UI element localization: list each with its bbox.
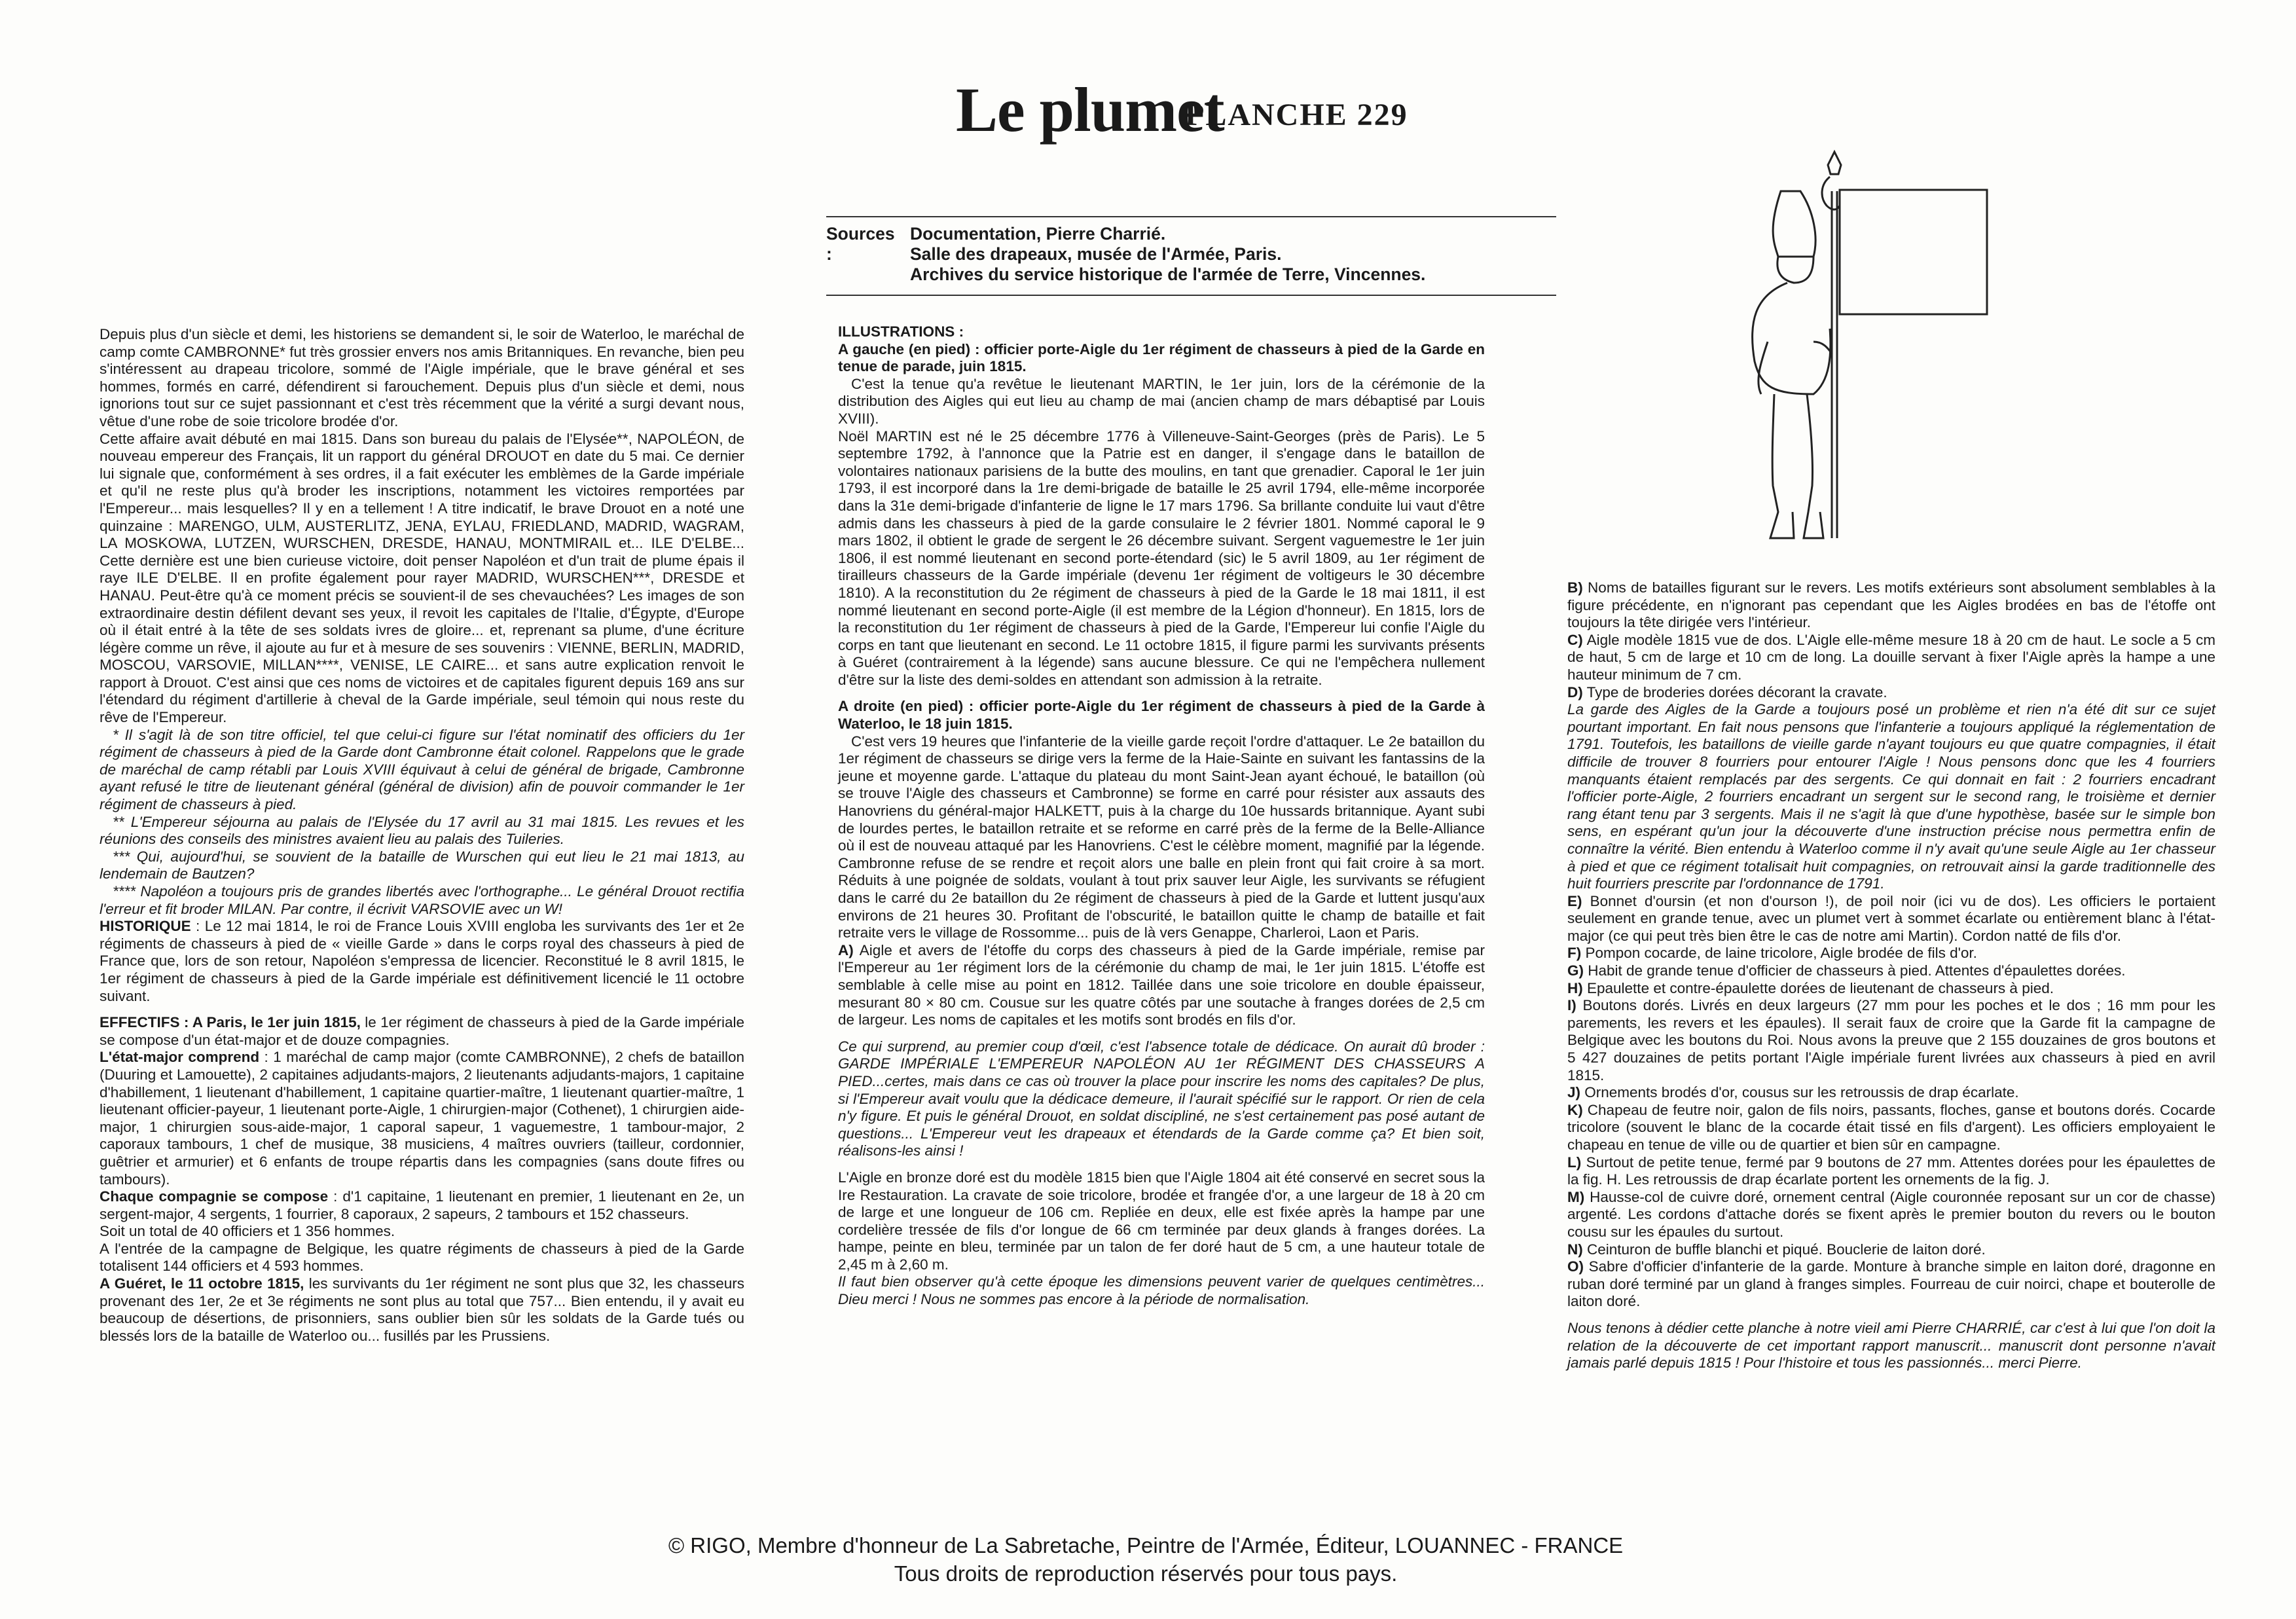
item-f-label: F)	[1567, 945, 1582, 962]
item-e-label: E)	[1567, 892, 1582, 909]
gauche-paragraph-2: Noël MARTIN est né le 25 décembre 1776 à Villeneuve-Saint-Georges (près de Paris). Le 5 septembre 1792, à l'annonce que la Patrie est en danger, il s'engage dans le bataillon de volontaires nationaux parisiens de la butte des moulins, en tant que grenadier. Caporal le 1er juin 1793, il est incorporé dans la 1re demi-brigade de bataille le 25 avril 1794, elle-même incorporée dans la 31e demi-brigade d'infanterie de ligne le 17 mars 1796. Sa brillante conduite lui vaut d'être admis dans les chasseurs à pied de la garde consulaire le 2 février 1801. Nommé caporal le 9 mars 1802, il obtient le grade de sergent le 26 décembre suivant. Sergent vaguemestre le 1er juin 1806, il est nommé lieutenant en second porte-étendard (sic) le 5 avril 1809, au 1er régiment de tirailleurs chasseurs de la Garde impériale (devenu 1er régiment de voltigeurs le 30 décembre 1810). A la reconstitution du 2e régiment de chasseurs à pied de la Garde le 18 mai 1811, il est nommé lieutenant en second porte-Aigle (il est membre de la Légion d'honneur). En 1815, lors de la reconstitution du 1er régiment de chasseurs à pied de la Garde, l'Empereur lui confie l'Aigle du corps en tant que lieutenant en second. Le 11 octobre 1815, il figure parmi les survivants présents à Guéret (contrairement à la légende) sans aucune blessure. Ce qui ne l'empêchera nullement d'être sur la liste des demi-soldes en attendant son admission à la retraite.	[838, 427, 1485, 688]
rights-line: Tous droits de reproduction réservés pour tous pays.	[894, 1561, 1398, 1586]
etatmajor-label: L'état-major comprend	[100, 1049, 260, 1066]
item-f	[1567, 945, 2215, 962]
footnote-1: * Il s'agit là de son titre officiel, tel que celui-ci figure sur l'état nominatif des officiers du 1er régiment de chasseurs à pied de la Garde dont Cambronne était colonel. Rappelons que le grade de maréchal de camp rétabli par Louis XVIII équivaut à celui de général de brigade, Cambronne ayant refusé le titre de lieutenant général (général de division) afin de pouvoir commander le 1er régiment de chasseurs à pied.	[100, 726, 744, 813]
item-h	[1567, 980, 2215, 998]
footnote-3: *** Qui, aujourd'hui, se souvient de la bataille de Wurschen qui eut lieu le 21 mai 1813, au lendemain de Bautzen?	[100, 848, 744, 882]
item-b-label: B)	[1567, 579, 1583, 596]
page-title: Le plumet	[956, 75, 1224, 145]
surprend-paragraph: Ce qui surprend, au premier coup d'œil, c'est l'absence totale de dédicace. On aurait dû broder : GARDE IMPÉRIALE L'EMPEREUR NAPOLÉON AU 1er RÉGIMENT DES CHASSEURS A PIED...certes, mais dans ce cas où trouver la place pour inscrire les noms des capitales? De plus, si l'Empereur avait voulu que la dédicace demeure, il l'aurait spécifié sur le rapport. Or rien de cela n'y figure. Et puis le général Drouot, en soldat discipliné, ne s'est certainement pas posé autant de questions... L'Empereur veut les drapeaux et étendards de la Garde comme ça? Et bien soit, réalisons-les ainsi !	[838, 1038, 1485, 1159]
sources-line-2: Salle des drapeaux, musée de l'Armée, Paris.	[910, 244, 1282, 264]
item-k-text: Chapeau de feutre noir, galon de fils noirs, passants, floches, ganse et boutons dorés. Cocarde tricolore (souvent le blanc de la cocarde était tissé en fils d'argent). Les officiers employaient le chapeau en tenue de ville ou de quartier et bien sûr en campagne.	[1567, 1101, 2215, 1153]
historique-label: HISTORIQUE	[100, 918, 191, 935]
dedicace-paragraph: Nous tenons à dédier cette planche à notre vieil ami Pierre CHARRIÉ, car c'est à lui que l'on doit la relation de la découverte de cet important rapport manuscrit... manuscrit dont personne n'avait jamais parlé depuis 1815 ! Pour l'histoire et tous les passionnés... merci Pierre.	[1567, 1319, 2215, 1372]
item-a-label: A)	[838, 941, 854, 958]
item-j-text: Ornements brodés d'or, cousus sur les retroussis de drap écarlate.	[1580, 1084, 2019, 1101]
item-c	[1567, 632, 2215, 684]
item-g	[1567, 962, 2215, 980]
item-o-text: Sabre d'officier d'infanterie de la garde. Monture à branche simple en laiton doré, dragonne en ruban doré terminé par un gland à franges simples. Fourreau de cuir noirci, chape et bouterolle de laiton doré.	[1567, 1258, 2215, 1310]
total-paragraph: Soit un total de 40 officiers et 1 356 hommes.	[100, 1223, 395, 1240]
item-j	[1567, 1084, 2215, 1102]
item-a	[838, 942, 1485, 1029]
historique-text: : Le 12 mai 1814, le roi de France Louis XVIII engloba les survivants des 1er et 2e régiments de chasseurs à pied de « vieille Garde » dans le corps royal des chasseurs à pied de France que, lors de son retour, Napoléon s'empressa de licencier. Reconstitué le 8 avril 1815, le 1er régiment de chasseurs à pied de la Garde impériale est définitivement licencié le 11 octobre suivant.	[100, 918, 744, 1004]
item-n-text: Ceinturon de buffle blanchi et piqué. Bouclerie de laiton doré.	[1582, 1241, 1986, 1258]
sources-line-1: Documentation, Pierre Charrié.	[910, 224, 1166, 244]
item-j-label: J)	[1567, 1084, 1581, 1101]
item-k	[1567, 1102, 2215, 1154]
item-h-label: H)	[1567, 979, 1583, 996]
item-m	[1567, 1189, 2215, 1241]
garde-paragraph: La garde des Aigles de la Garde a toujours posé un problème et rien n'a été dit sur ce sujet pourtant important. En fait nous pensons que l'infanterie a toujours appliqué la réglementation de 1791. Toutefois, les bataillons de vieille garde n'ayant toujours eu que quatre compagnies, il était difficile de trouver 8 fourriers pour entourer l'Aigle ! Nous pensons donc que les 4 fourriers manquants étaient remplacés par des sergents. Ce qui donnait en fait : 2 fourriers encadrant l'officier porte-Aigle, 2 fourriers encadrant un sergent sur le second rang, le troisième et dernier rang étant tenu par 3 sergents. Mais il ne s'agit là que d'une hypothèse, basée sur le simple bon sens, en espérant qu'un jour la découverte d'une instruction précise nous permettra enfin de connaître la vérité. Bien entendu à Waterloo comme il n'y avait qu'une seule Aigle au 1er chasseur à pied et que ce régiment totalisait huit compagnies, on retrouvait ainsi la garde traditionnelle des huit fourriers prescrite par l'ordonnance de 1791.	[1567, 701, 2215, 892]
compagnie-text: : d'1 capitaine, 1 lieutenant en premier, 1 lieutenant en 2e, un sergent-major, 4 sergents, 1 fourrier, 8 caporaux, 2 sapeurs, 2 tambours et 152 chasseurs.	[100, 1188, 744, 1222]
historique-paragraph	[100, 918, 744, 1005]
item-d-text: Type de broderies dorées décorant la cravate.	[1582, 683, 1887, 700]
planche-number: PLANCHE 229	[1185, 98, 1408, 132]
gauche-heading: A gauche (en pied) : officier porte-Aigle du 1er régiment de chasseurs à pied de la Garde en tenue de parade, juin 1815.	[838, 340, 1485, 375]
effectifs-paragraph	[100, 1014, 744, 1049]
item-e-text: Bonnet d'oursin (et non d'ourson !), de poil noir (ici vu de dos). Les officiers le portaient seulement en grande tenue, avec un plumet vert à sommet écarlate ou entièrement blanc à l'état-major (ce qui peut très bien être le cas de notre ami Martin). Cordon natté de fils d'or.	[1567, 892, 2215, 944]
droite-heading: A droite (en pied) : officier porte-Aigle du 1er régiment de chasseurs à pied de la Garde à Waterloo, le 18 juin 1815.	[838, 698, 1485, 733]
item-i	[1567, 997, 2215, 1084]
item-h-text: Epaulette et contre-épaulette dorées de lieutenant de chasseurs à pied.	[1582, 979, 2054, 996]
aigle-paragraph: L'Aigle en bronze doré est du modèle 1815 bien que l'Aigle 1804 ait été conservé en secret sous la Ire Restauration. La cravate de soie tricolore, brodée et frangée d'or, a une largeur de 18 à 20 cm de large et une longueur de 106 cm. Repliée en deux, elle est fixée après la hampe par une cordelière tressée de fils d'or longue de 66 cm terminée par deux glands à franges dorées. La hampe, peinte en bleu, terminée par un talon de fer doré haut de 5 cm, a une hauteur totale de 2,45 m à 2,60 m.	[838, 1169, 1485, 1273]
column-right	[1567, 579, 2215, 1372]
effectifs-text: le 1er régiment de chasseurs à pied de la Garde impériale se compose d'un état-major et de douze compagnies.	[100, 1014, 744, 1048]
intro-paragraph: Depuis plus d'un siècle et demi, les historiens se demandent si, le soir de Waterloo, le maréchal de camp comte CAMBRONNE* fut très grossier envers nos amis Britanniques. En revanche, bien peu s'intéressent au drapeau tricolore, sommé de l'Aigle impériale, que le brave général et ses hommes, formés en carré, défendirent si farouchement. Depuis plus d'un siècle et demi, nous ignorions tout sur ce sujet passionnant et c'est très récemment que la vérité a surgi devant nous, vêtue d'une robe de soie tricolore brodée d'or.	[100, 326, 744, 429]
affaire-paragraph: Cette affaire avait débuté en mai 1815. Dans son bureau du palais de l'Elysée**, NAPOLÉON, de nouveau empereur des Français, lit un rapport du général DROUOT en date du 5 mai. Ce dernier lui signale que, conformément à ses ordres, il a fait exécuter les emblèmes de la Garde impériale et qu'il ne reste plus qu'à broder les inscriptions, notamment les victoires remportées par l'Empereur... mais lesquelles? Il y en a tellement ! A titre indicatif, le brave Drouot en a noté une quinzaine : MARENGO, ULM, AUSTERLITZ, JENA, EYLAU, FRIEDLAND, MADRID, WAGRAM, LA MOSKOWA, LUTZEN, WURSCHEN, DRESDE, HANAU, MONTMIRAIL et... ILE D'ELBE... Cette dernière est une bien curieuse victoire, doit penser Napoléon et d'un trait de plume épais il raye ILE D'ELBE. Il en profite également pour rayer MADRID, WURSCHEN***, DRESDE et HANAU. Peut-être qu'à ce moment précis se souvient-il de ses chevauchées? Les images de son extraordinaire destin défilent devant ses yeux, il revoit les capitales de l'Italie, d'Égypte, d'Europe où il était entré à la tête de ses soldats ivres de gloire... et, reprenant sa plume, d'une écriture légère comme un rêve, il ajoute au fur et à mesure de ses souvenirs : VIENNE, BERLIN, MADRID, MOSCOU, VARSOVIE, MILLAN****, VENISE, LE CAIRE... et sans autre explication renvoit le rapport à Drouot. C'est ainsi que ces noms de victoires et de capitales figurent depuis 169 ans sur l'étendard du régiment d'artillerie à cheval de la Garde impériale, seul témoin qui nous reste du rêve de l'Empereur.	[100, 430, 744, 726]
item-n-label: N)	[1567, 1241, 1583, 1258]
sources-line-3: Archives du service historique de l'armée de Terre, Vincennes.	[910, 264, 1426, 284]
gueret-label: A Guéret, le 11 octobre 1815,	[100, 1275, 304, 1292]
item-k-label: K)	[1567, 1101, 1583, 1118]
item-m-label: M)	[1567, 1188, 1585, 1205]
sources-top-rule	[826, 216, 1556, 217]
column-middle	[838, 323, 1485, 1309]
item-i-text: Boutons dorés. Livrés en deux largeurs (27 mm pour les poches et le dos ; 16 mm pour les parements, les revers et les épaules). Il serait faux de croire que la Garde fit la campagne de Belgique avec les boutons du Roi. Nous avons la preuve que 2 155 douzaines de gros boutons et 5 427 douzaines de petits portant l'Aigle impériale furent livrées aux chasseurs à pied en avril 1815.	[1567, 997, 2215, 1083]
item-o-label: O)	[1567, 1258, 1584, 1275]
item-n	[1567, 1241, 2215, 1259]
compagnie-label: Chaque compagnie se compose	[100, 1188, 329, 1205]
sources-bottom-rule	[826, 295, 1556, 296]
item-c-label: C)	[1567, 631, 1583, 648]
flag-bearer-sketch	[1715, 145, 1990, 564]
sources-label: Sources :	[826, 224, 895, 264]
item-l	[1567, 1154, 2215, 1189]
belgique-paragraph: A l'entrée de la campagne de Belgique, les quatre régiments de chasseurs à pied de la Garde totalisent 144 officiers et 4 593 hommes.	[100, 1240, 744, 1275]
copyright-line: © RIGO, Membre d'honneur de La Sabretache, Peintre de l'Armée, Éditeur, LOUANNEC - FRANCE	[668, 1533, 1624, 1557]
faut-paragraph: Il faut bien observer qu'à cette époque les dimensions peuvent varier de quelques centimètres... Dieu merci ! Nous ne sommes pas encore à la période de normalisation.	[838, 1273, 1485, 1308]
item-d-label: D)	[1567, 683, 1583, 700]
gauche-paragraph-1: C'est la tenue qu'a revêtue le lieutenant MARTIN, le 1er juin, lors de la cérémonie de la distribution des Aigles qui eut lieu au champ de mai (ancien champ de mars débaptisé par Louis XVIII).	[838, 375, 1485, 427]
item-g-text: Habit de grande tenue d'officier de chasseurs à pied. Attentes d'épaulettes dorées.	[1584, 962, 2126, 979]
item-m-text: Hausse-col de cuivre doré, ornement central (Aigle couronnée reposant sur un cor de chasse) argenté. Les cordons d'attache dorés se fixent après le premier bouton du revers ou le bouton cousu sur les épaules du surtout.	[1567, 1188, 2215, 1240]
compagnie-paragraph	[100, 1188, 744, 1223]
item-i-label: I)	[1567, 997, 1576, 1014]
droite-paragraph: C'est vers 19 heures que l'infanterie de la vieille garde reçoit l'ordre d'attaquer. Le 2e bataillon du 1er régiment de chasseurs se dirige vers la ferme de la Haie-Sainte en suivant les fantassins de la jeune et moyenne garde. L'attaque du plateau du mont Saint-Jean ayant échoué, le bataillon (où se trouve l'Aigle des chasseurs et Cambronne) se forme en carré pour résister aux assauts des Hanovriens du général-major HALKETT, puis à la charge du 10e hussards britannique. Ayant subi de lourdes pertes, le bataillon retraite et se reforme en carré près de la ferme de la Belle-Alliance où il est de nouveau attaqué par les Hanovriens. C'est le célèbre moment, magnifié par la légende. Cambronne refuse de se rendre et reçoit alors une balle en plein front qui fait croire à sa mort. Réduits à une poignée de soldats, voulant à tout prix sauver leur Aigle, les survivants se réfugient dans le carré du 2e bataillon du 2e régiment de chasseurs à pied de la Garde et luttent jusqu'aux environs de 21 heures 30. Profitant de l'obscurité, le bataillon quitte le champ de bataille et fait retraite vers le village de Rossomme... puis de là vers Genappe, Charleroi, Laon et Paris.	[838, 733, 1485, 941]
item-c-text: Aigle modèle 1815 vue de dos. L'Aigle elle-même mesure 18 à 20 cm de haut. Le socle a 5 cm de haut, 5 cm de large et 10 cm de long. La douille servant à fixer l'Aigle après la hampe a une hauteur minimum de 7 cm.	[1567, 631, 2215, 683]
effectifs-label: EFFECTIFS : A Paris, le 1er juin 1815,	[100, 1014, 361, 1031]
etatmajor-text: : 1 maréchal de camp major (comte CAMBRONNE), 2 chefs de bataillon (Duuring et Lamouette), 2 capitaines adjudants-majors, 2 lieutenants adjudants-majors, 1 capitaine d'habillement, 1 lieutenant d'habillement, 1 capitaine quartier-maître, 1 lieutenant quartier-maître, 1 lieutenant officier-payeur, 1 lieutenant porte-Aigle, 1 chirurgien-major (Cothenet), 1 chirurgien aide-major, 1 chirurgien sous-aide-major, 1 caporal sapeur, 1 vaguemestre, 1 tambour-major, 2 caporaux tambours, 1 chef de musique, 38 musiciens, 4 maîtres ouvriers (tailleur, cordonnier, guêtrier et armurier) et 6 enfants de troupe répartis dans les compagnies (sans doute fifres ou tambours).	[100, 1049, 744, 1188]
item-f-text: Pompon cocarde, de laine tricolore, Aigle brodée de fils d'or.	[1581, 945, 1977, 962]
item-l-label: L)	[1567, 1154, 1582, 1171]
gueret-text: les survivants du 1er régiment ne sont plus que 32, les chasseurs provenant des 1er, 2e et 3e régiments ne sont plus au total que 757... Bien entendu, il y avait eu beaucoup de désertions, de prisonniers, sans oublier bien sûr les soldats de la Garde tués ou blessés lors de la bataille de Waterloo ou... fusillés par les Prussiens.	[100, 1275, 744, 1344]
item-o	[1567, 1258, 2215, 1311]
illustrations-heading: ILLUSTRATIONS :	[838, 323, 964, 340]
item-a-text: Aigle et avers de l'étoffe du corps des chasseurs à pied de la Garde impériale, remise par l'Empereur au 1er régiment lors de la cérémonie du champ de mai, le 1er juin 1815. L'étoffe est semblable à celle mise au point en 1812. Taillée dans une soie tricolore en double épaisseur, mesurant 80 × 80 cm. Cousue sur les quatre côtés par une soutache à franges dorées de 2,5 cm de largeur. Les noms de capitales et les motifs sont brodés en fils d'or.	[838, 941, 1485, 1028]
footnote-2: ** L'Empereur séjourna au palais de l'Elysée du 17 avril au 31 mai 1815. Les revues et les réunions des conseils des ministres avaient lieu au palais des Tuileries.	[100, 813, 744, 848]
footnote-4: **** Napoléon a toujours pris de grandes libertés avec l'orthographe... Le général Drouot rectifia l'erreur et fit broder MILAN. Par contre, il écrivit VARSOVIE avec un W!	[100, 883, 744, 917]
etatmajor-paragraph	[100, 1049, 744, 1188]
column-left	[100, 326, 744, 1345]
item-d	[1567, 684, 2215, 702]
gueret-paragraph	[100, 1275, 744, 1345]
item-b-text: Noms de batailles figurant sur le revers. Les motifs extérieurs sont absolument semblables à la figure précédente, en n'ignorant pas cependant que les Aigles brodées en bas de l'étoffe ont toujours la tête dirigée vers l'intérieur.	[1567, 579, 2215, 631]
item-g-label: G)	[1567, 962, 1584, 979]
item-l-text: Surtout de petite tenue, fermé par 9 boutons de 27 mm. Attentes dorées pour les épaulettes de la fig. H. Les retroussis de drap écarlate portent les ornements de la fig. J.	[1567, 1154, 2215, 1188]
item-b	[1567, 579, 2215, 632]
item-e	[1567, 893, 2215, 945]
